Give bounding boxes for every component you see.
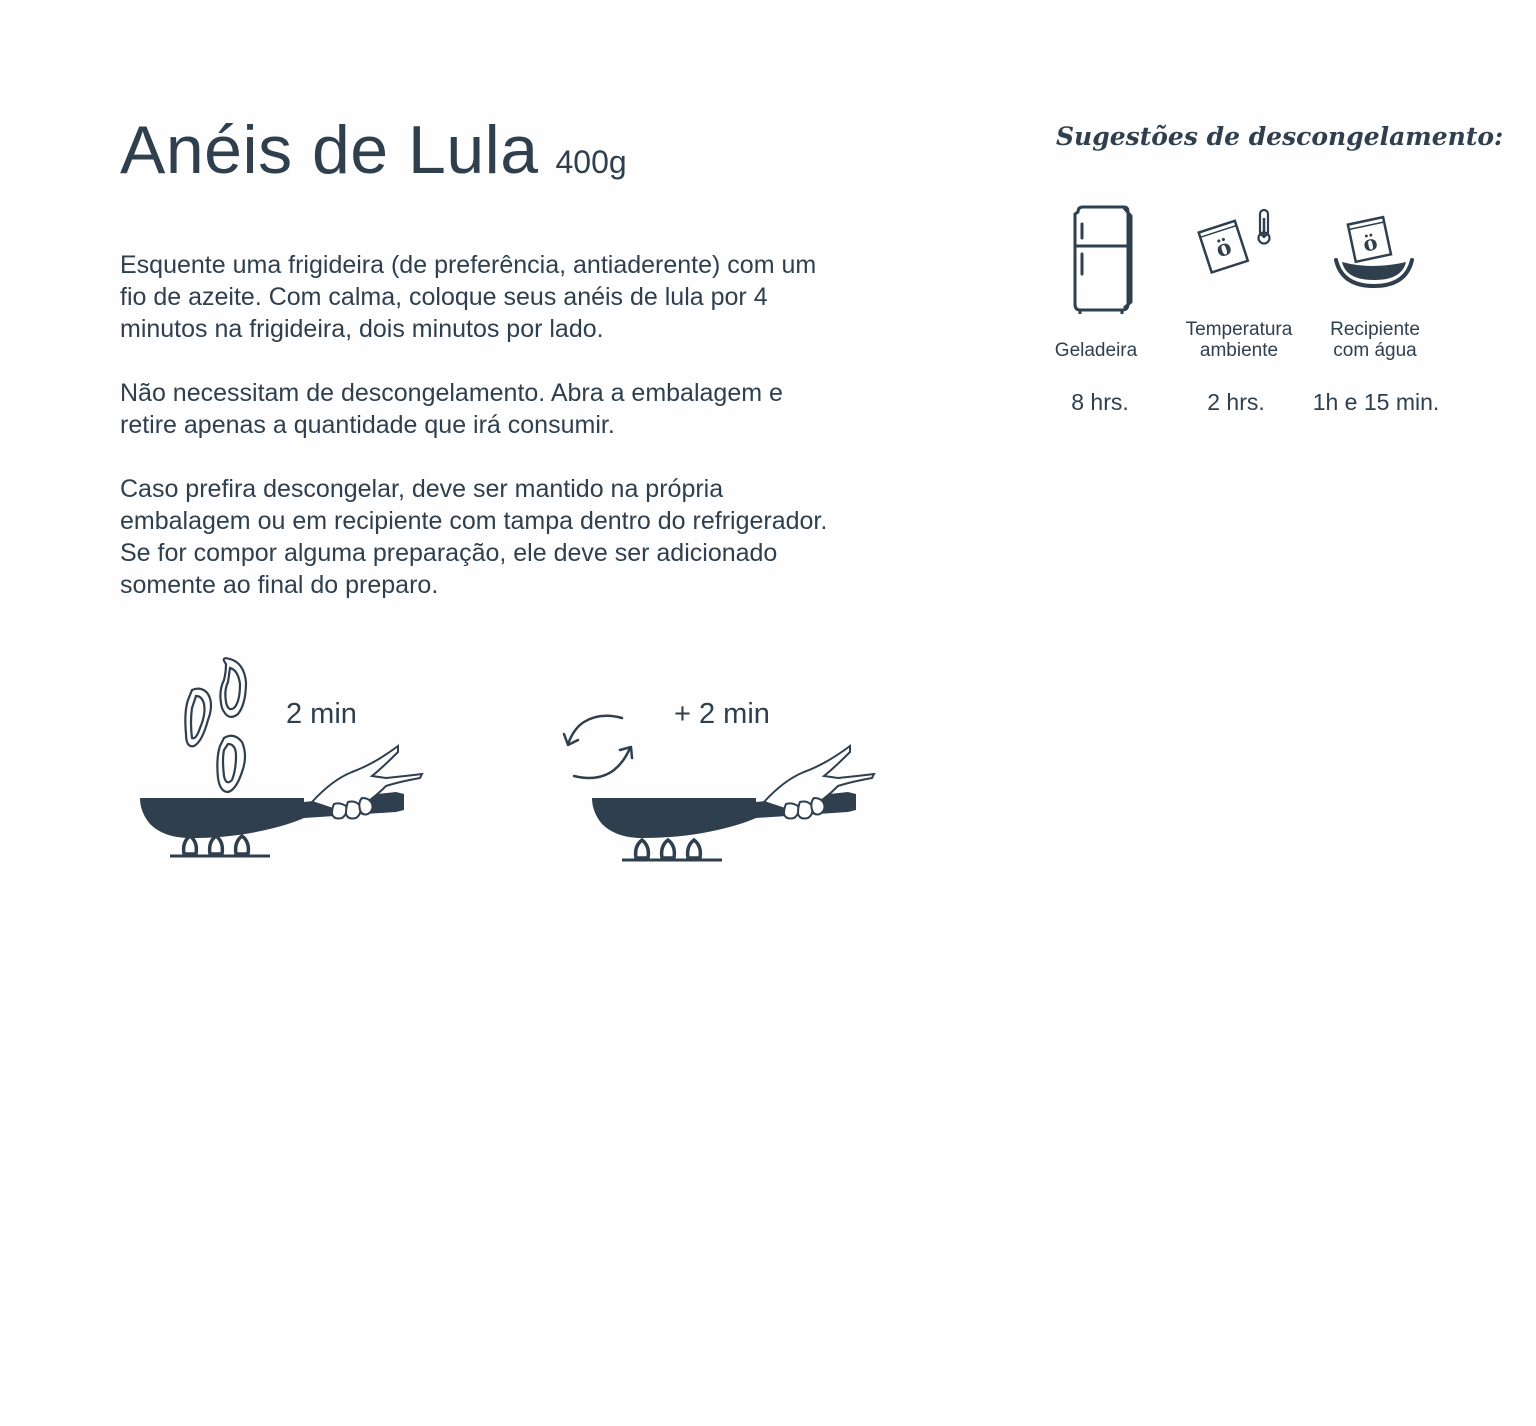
room-temperature-icon: [1196, 206, 1278, 278]
option-label-water-container: Recipiente com água: [1330, 319, 1420, 361]
thawing-heading: Sugestões de descongelamento:: [1056, 122, 1504, 151]
pan-with-rings-icon: [136, 652, 436, 866]
package-glyph: ö: [1212, 233, 1235, 264]
preparation-instructions: Esquente uma frigideira (de preferência, antiaderente) com um fio de azeite. Com calma, coloque seus anéis de lula por 4 minutos na frigideira, dois minutos por lado.: [120, 251, 817, 343]
product-name: Anéis de Lula: [120, 112, 539, 188]
product-weight: 400g: [555, 144, 627, 180]
option-label-refrigerator: Geladeira: [1054, 340, 1138, 361]
option-label-room-temperature: Temperatura ambiente: [1185, 319, 1293, 361]
option-time-refrigerator: 8 hrs.: [1071, 389, 1129, 415]
option-time-water-container: 1h e 15 min.: [1312, 389, 1440, 415]
water-container-icon: [1332, 212, 1416, 290]
refrigerator-icon: [1068, 204, 1134, 316]
package-glyph: ö: [1360, 229, 1380, 257]
step-1-time: 2 min: [286, 698, 357, 730]
step-2-time: + 2 min: [674, 698, 770, 730]
thawing-note: Caso prefira descongelar, deve ser mantido na própria embalagem ou em recipiente com tampa dentro do refrigerador. Se for compor alguma preparação, ele deve ser adicionado somente ao final do preparo.: [120, 475, 828, 599]
frying-pan-icon: [588, 724, 888, 866]
no-thawing-note: Não necessitam de descongelamento. Abra a embalagem e retire apenas a quantidade que irá consumir.: [120, 379, 783, 439]
product-title: [120, 112, 627, 188]
option-time-room-temperature: 2 hrs.: [1207, 389, 1265, 415]
